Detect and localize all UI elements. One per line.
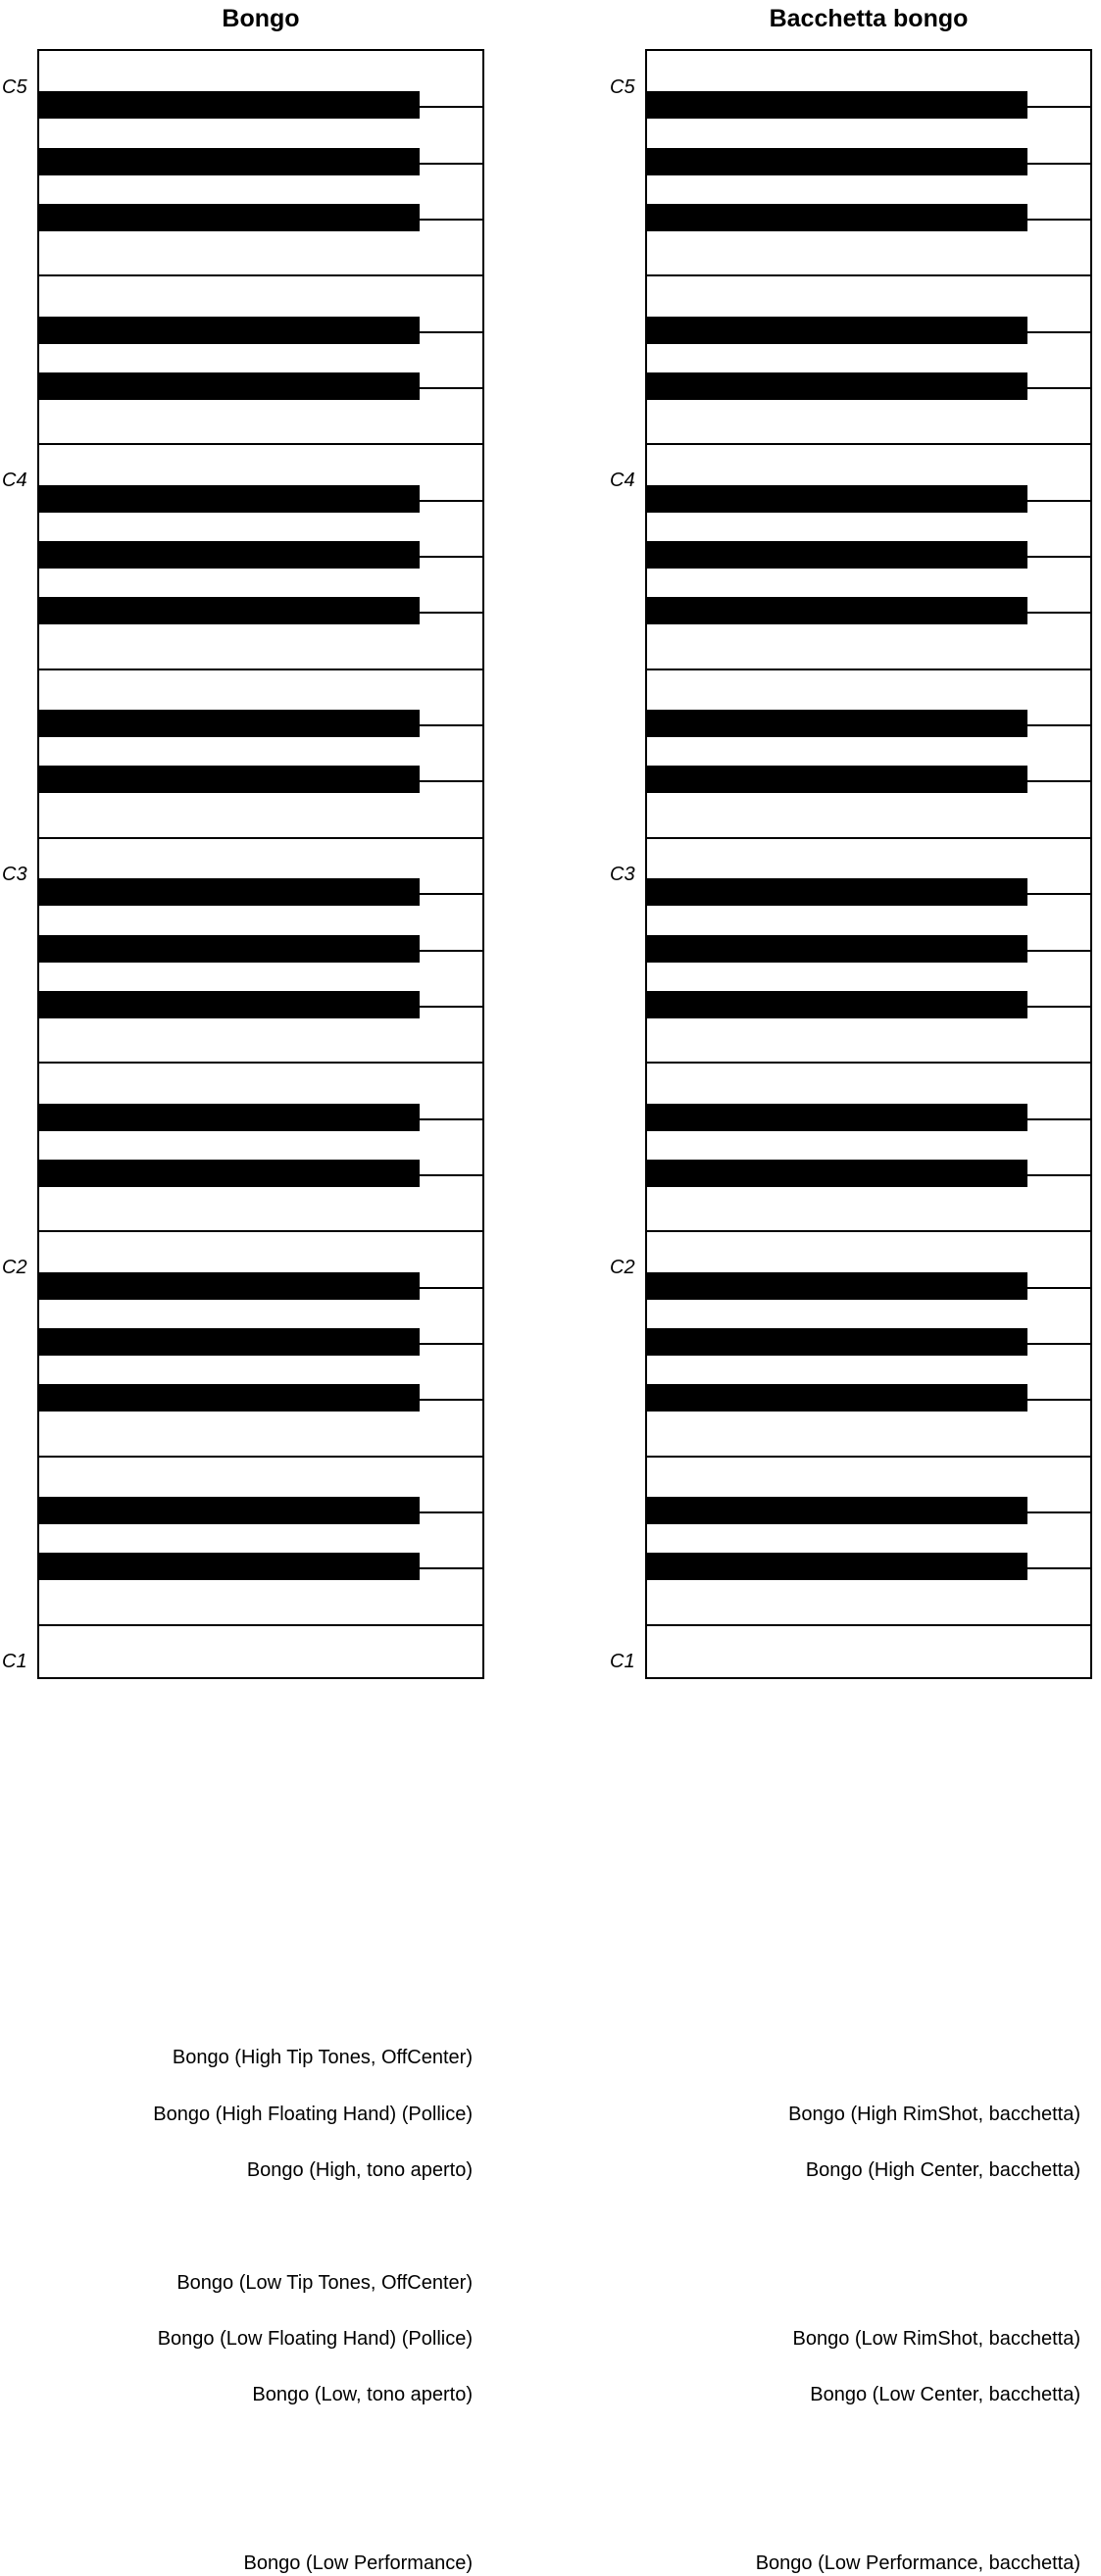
white-key-separator (647, 1624, 1090, 1626)
white-key-label: Bongo (Low Tip Tones, OffCenter) (176, 2271, 473, 2294)
white-key-separator (39, 837, 482, 839)
black-key[interactable] (647, 1328, 1027, 1356)
black-key[interactable] (39, 1553, 420, 1580)
black-key[interactable] (39, 1328, 420, 1356)
black-key[interactable] (647, 935, 1027, 963)
white-key-separator (647, 443, 1090, 445)
octave-label: C2 (2, 1257, 27, 1279)
white-key-label: Bongo (Low Performance) (243, 2552, 473, 2575)
octave-label: C4 (2, 470, 27, 492)
white-key-label: Bongo (High Tip Tones, OffCenter) (172, 2047, 473, 2069)
black-key[interactable] (647, 541, 1027, 569)
black-key[interactable] (647, 148, 1027, 175)
panel-title: Bacchetta bongo (769, 5, 969, 32)
white-key-separator (647, 1456, 1090, 1458)
white-key-separator (647, 274, 1090, 276)
black-key[interactable] (39, 766, 420, 793)
black-key[interactable] (39, 485, 420, 513)
black-key[interactable] (39, 541, 420, 569)
black-key[interactable] (647, 766, 1027, 793)
black-key[interactable] (39, 204, 420, 231)
octave-label: C3 (610, 863, 635, 885)
black-key[interactable] (647, 204, 1027, 231)
white-key-label: Bongo (High, tono aperto) (246, 2158, 473, 2181)
black-key[interactable] (647, 1553, 1027, 1580)
octave-label: C3 (2, 863, 27, 885)
black-key[interactable] (647, 317, 1027, 344)
keyboard (645, 49, 1092, 2575)
octave-label: C4 (610, 470, 635, 492)
black-key[interactable] (39, 148, 420, 175)
black-key[interactable] (39, 935, 420, 963)
white-key-separator (39, 669, 482, 670)
black-key[interactable] (39, 878, 420, 906)
black-key[interactable] (647, 991, 1027, 1018)
white-key-separator (39, 443, 482, 445)
black-key[interactable] (39, 1104, 420, 1131)
white-key-separator (39, 274, 482, 276)
black-key[interactable] (647, 1497, 1027, 1524)
white-key-separator (39, 1230, 482, 1232)
white-key-separator (39, 1624, 482, 1626)
black-key[interactable] (39, 991, 420, 1018)
black-key[interactable] (647, 91, 1027, 119)
white-key-separator (647, 1062, 1090, 1064)
white-key-label: Bongo (Low Performance, bacchetta) (755, 2552, 1080, 2575)
black-key[interactable] (647, 1272, 1027, 1300)
black-key[interactable] (39, 1160, 420, 1187)
black-key[interactable] (39, 597, 420, 624)
black-key[interactable] (647, 1104, 1027, 1131)
octave-label: C1 (610, 1650, 635, 1672)
white-key-label: Bongo (High Center, bacchetta) (805, 2158, 1080, 2181)
white-key-label: Bongo (Low Floating Hand) (Pollice) (157, 2327, 473, 2350)
black-key[interactable] (39, 91, 420, 119)
black-key[interactable] (647, 710, 1027, 737)
black-key[interactable] (39, 1497, 420, 1524)
white-key-label: Bongo (Low, tono aperto) (252, 2384, 473, 2406)
black-key[interactable] (39, 317, 420, 344)
white-key-label: Bongo (High Floating Hand) (Pollice) (153, 2103, 473, 2125)
white-key-separator (647, 669, 1090, 670)
black-key[interactable] (39, 1272, 420, 1300)
black-key[interactable] (39, 710, 420, 737)
panel-title: Bongo (222, 5, 300, 32)
octave-label: C5 (610, 75, 635, 98)
white-key-separator (39, 1062, 482, 1064)
octave-label: C1 (2, 1650, 27, 1672)
black-key[interactable] (647, 878, 1027, 906)
white-key-label: Bongo (High RimShot, bacchetta) (788, 2103, 1080, 2125)
white-key-label: Bongo (Low RimShot, bacchetta) (792, 2327, 1080, 2350)
black-key[interactable] (647, 1160, 1027, 1187)
black-key[interactable] (647, 1384, 1027, 1412)
black-key[interactable] (647, 372, 1027, 400)
white-key-separator (39, 1456, 482, 1458)
white-key-separator (647, 837, 1090, 839)
keyboard (37, 49, 484, 2575)
white-key-label: Bongo (Low Center, bacchetta) (810, 2384, 1080, 2406)
black-key[interactable] (39, 1384, 420, 1412)
octave-label: C2 (610, 1257, 635, 1279)
white-key-separator (647, 1230, 1090, 1232)
octave-label: C5 (2, 75, 27, 98)
black-key[interactable] (647, 597, 1027, 624)
black-key[interactable] (647, 485, 1027, 513)
black-key[interactable] (39, 372, 420, 400)
